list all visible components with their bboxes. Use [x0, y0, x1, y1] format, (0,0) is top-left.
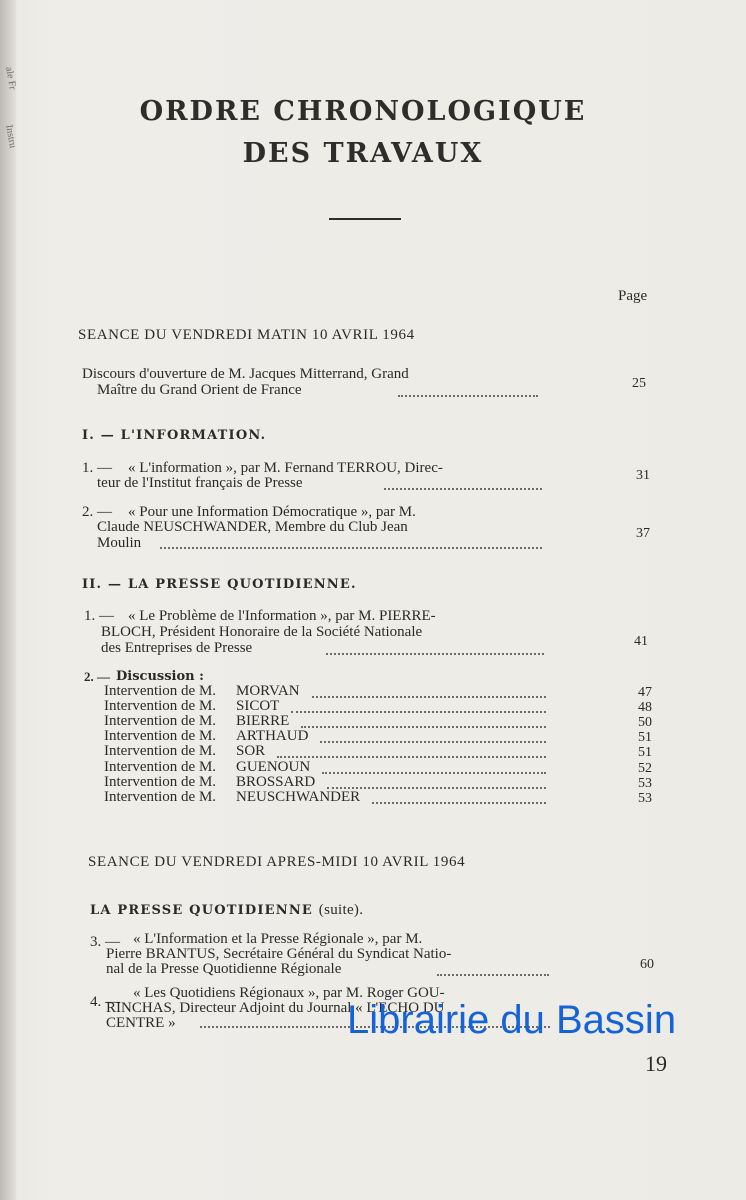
item-3-number: 1. — [84, 608, 114, 624]
leader-dots [277, 754, 546, 758]
leader-dots [320, 739, 546, 743]
item-5-number: 4. — [90, 994, 120, 1010]
intervention-prefix: Intervention de M. [104, 713, 217, 729]
bleed-through-text-a: ale Fr [3, 66, 19, 91]
intervention-prefix: Intervention de M. [104, 698, 217, 714]
book-spine [0, 0, 19, 1200]
leader-dots [160, 545, 542, 549]
bleed-through-text-b: Instru [3, 124, 19, 149]
page-title-line-1: ORDRE CHRONOLOGIQUE [139, 96, 587, 127]
item-3-line-1: « Le Problème de l'Information », par M. PIERRE- [128, 608, 436, 624]
intervention-prefix: Intervention de M. [104, 789, 217, 805]
item-3-page: 41 [634, 634, 648, 649]
session-heading-afternoon: SEANCE DU VENDREDI APRES-MIDI 10 AVRIL 1964 [88, 854, 466, 870]
leader-dots [312, 694, 546, 698]
item-3-line-2: BLOCH, Président Honoraire de la Société Nationale [101, 624, 423, 640]
page-number: 19 [645, 1051, 667, 1076]
opening-page: 25 [632, 376, 646, 391]
intervention-prefix: Intervention de M. [104, 774, 217, 790]
item-2-number: 2. — [82, 504, 112, 520]
intervention-prefix: Intervention de M. [104, 728, 217, 744]
item-5-line-3: CENTRE » [106, 1015, 176, 1031]
opening-line-2: Maître du Grand Orient de France [97, 382, 302, 398]
intervention-speaker: SOR [236, 743, 266, 759]
intervention-page: 51 [638, 730, 652, 745]
title-divider [329, 218, 401, 220]
item-2-page: 37 [636, 526, 650, 541]
session-heading-morning: SEANCE DU VENDREDI MATIN 10 AVRIL 1964 [78, 327, 415, 343]
item-4-line-1: « L'Information et la Presse Régionale », par M. [133, 931, 423, 947]
item-1-number: 1. — [82, 460, 112, 476]
intervention-speaker: BROSSARD [236, 774, 316, 790]
item-5-line-1: « Les Quotidiens Régionaux », par M. Roger GOU- [133, 985, 445, 1001]
item-4-line-3: nal de la Presse Quotidienne Régionale [106, 961, 342, 977]
intervention-prefix: Intervention de M. [104, 759, 217, 775]
page-column-label: Page [618, 288, 648, 304]
intervention-page: 51 [638, 745, 652, 760]
section-heading-presse-quotidienne: II. — LA PRESSE QUOTIDIENNE. [82, 577, 357, 592]
leader-dots [326, 651, 544, 655]
intervention-prefix: Intervention de M. [104, 683, 217, 699]
page-title-line-2: DES TRAVAUX [242, 138, 484, 169]
section-heading-presse-suite [90, 902, 363, 919]
section-heading-suffix: (suite). [318, 902, 364, 918]
leader-dots [384, 486, 542, 490]
discussion-number: 2. — [84, 669, 110, 684]
leader-dots [437, 972, 549, 976]
item-3-line-3: des Entreprises de Presse [101, 640, 253, 656]
intervention-page: 53 [638, 776, 652, 791]
opening-line-1: Discours d'ouverture de M. Jacques Mitterrand, Grand [82, 366, 409, 382]
intervention-prefix: Intervention de M. [104, 743, 217, 759]
item-4-page: 60 [640, 957, 654, 972]
watermark: Librairie du Bassin [347, 998, 677, 1042]
intervention-page: 47 [638, 685, 652, 700]
item-1-line-2: teur de l'Institut français de Presse [97, 475, 303, 491]
intervention-page: 53 [638, 791, 652, 806]
intervention-page: 48 [638, 700, 652, 715]
section-heading-information: I. — L'INFORMATION. [82, 428, 267, 443]
item-1-page: 31 [636, 468, 650, 483]
intervention-speaker: ARTHAUD [236, 728, 309, 744]
intervention-page: 50 [638, 715, 652, 730]
intervention-speaker: BIERRE [236, 713, 290, 729]
intervention-speaker: SICOT [236, 698, 280, 714]
intervention-speaker: NEUSCHWANDER [236, 789, 361, 805]
section-heading-bold: LA PRESSE QUOTIDIENNE [90, 903, 314, 918]
item-1-line-1: « L'information », par M. Fernand TERROU, Direc- [128, 460, 443, 476]
item-2-line-3: Moulin [97, 535, 142, 551]
leader-dots [301, 724, 546, 728]
item-4-number: 3. — [90, 934, 120, 950]
intervention-speaker: MORVAN [236, 683, 300, 699]
leader-dots [398, 393, 538, 397]
item-2-line-2: Claude NEUSCHWANDER, Membre du Club Jean [97, 519, 408, 535]
discussion-label: Discussion : [116, 669, 204, 684]
item-5-line-2: RINCHAS, Directeur Adjoint du Journal « L'ECHO DU [106, 1000, 445, 1016]
intervention-speaker: GUENOUN [236, 759, 311, 775]
intervention-page: 52 [638, 761, 652, 776]
leader-dots [322, 770, 546, 774]
item-2-line-1: « Pour une Information Démocratique », par M. [128, 504, 416, 520]
leader-dots [291, 709, 546, 713]
item-4-line-2: Pierre BRANTUS, Secrétaire Général du Syndicat Natio- [106, 946, 452, 962]
leader-dots [372, 800, 546, 804]
